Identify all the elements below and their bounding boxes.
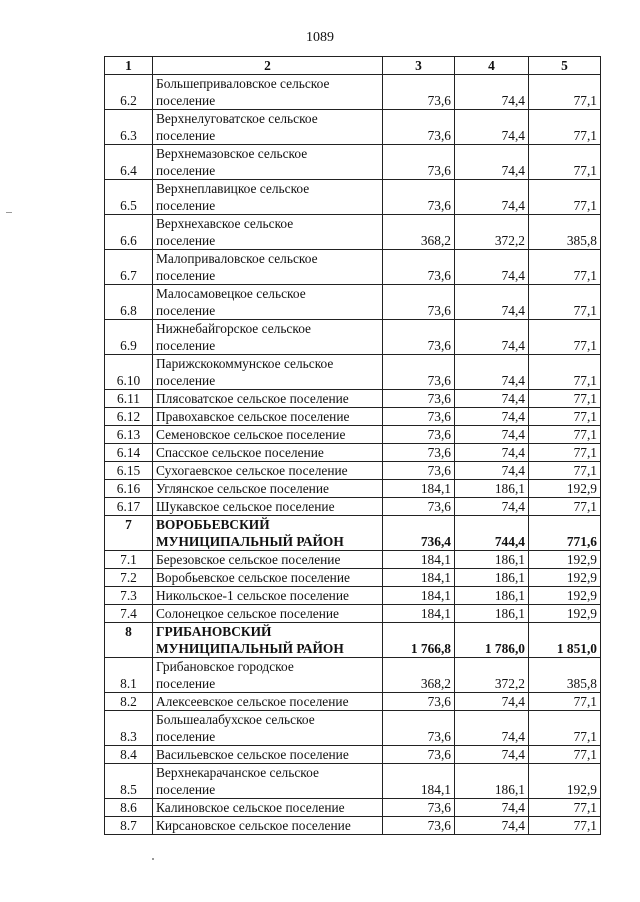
settlement-name-cell	[153, 498, 383, 516]
value-cell-col-3: 184,1	[383, 551, 455, 569]
settlement-name-line: Сухогаевское сельское поселение	[156, 463, 348, 478]
value-cell-col-3: 73,6	[383, 426, 455, 444]
value-cell-col-3: 184,1	[383, 480, 455, 498]
settlement-name-cell	[153, 462, 383, 480]
settlement-name-line: МУНИЦИПАЛЬНЫЙ РАЙОН	[156, 534, 344, 549]
value-cell-col-4: 74,4	[455, 817, 529, 835]
settlement-name-line: Верхнекарачанское сельское	[156, 765, 319, 780]
value-cell-col-5: 77,1	[529, 498, 601, 516]
value-cell-col-5: 77,1	[529, 462, 601, 480]
value-cell-col-4: 74,4	[455, 145, 529, 180]
table-row	[105, 693, 601, 711]
value-cell-col-5: 77,1	[529, 145, 601, 180]
settlement-name-cell	[153, 110, 383, 145]
value-cell-col-4: 372,2	[455, 215, 529, 250]
settlement-name-cell	[153, 250, 383, 285]
table-row	[105, 551, 601, 569]
value-cell-col-3: 184,1	[383, 569, 455, 587]
table-row	[105, 390, 601, 408]
settlement-name-cell	[153, 180, 383, 215]
value-cell-col-4: 1 786,0	[455, 623, 529, 658]
value-cell-col-4: 74,4	[455, 408, 529, 426]
header-col-3: 3	[383, 57, 455, 75]
value-cell-col-4: 74,4	[455, 746, 529, 764]
settlement-name-line: Правохавское сельское поселение	[156, 409, 350, 424]
value-cell-col-3: 73,6	[383, 799, 455, 817]
settlement-name-cell	[153, 623, 383, 658]
value-cell-col-5: 77,1	[529, 799, 601, 817]
row-number-cell: 8.2	[105, 693, 153, 711]
settlement-name-line: Верхнеплавицкое сельское	[156, 181, 310, 196]
value-cell-col-5: 77,1	[529, 75, 601, 110]
value-cell-col-5: 77,1	[529, 355, 601, 390]
value-cell-col-5: 77,1	[529, 817, 601, 835]
table-row	[105, 285, 601, 320]
value-cell-col-3: 184,1	[383, 605, 455, 623]
row-number-cell: 6.14	[105, 444, 153, 462]
settlement-name-line: Солонецкое сельское поселение	[156, 606, 339, 621]
value-cell-col-5: 77,1	[529, 693, 601, 711]
value-cell-col-3: 73,6	[383, 498, 455, 516]
value-cell-col-4: 74,4	[455, 444, 529, 462]
value-cell-col-3: 1 766,8	[383, 623, 455, 658]
value-cell-col-5: 192,9	[529, 764, 601, 799]
value-cell-col-3: 368,2	[383, 215, 455, 250]
settlement-name-line: поселение	[156, 782, 216, 797]
value-cell-col-3: 73,6	[383, 145, 455, 180]
settlement-name-line: поселение	[156, 303, 216, 318]
table-row	[105, 711, 601, 746]
value-cell-col-5: 77,1	[529, 408, 601, 426]
settlement-name-cell	[153, 587, 383, 605]
table-row	[105, 569, 601, 587]
settlement-name-cell	[153, 480, 383, 498]
row-number-cell: 6.15	[105, 462, 153, 480]
value-cell-col-5: 385,8	[529, 215, 601, 250]
value-cell-col-5: 192,9	[529, 480, 601, 498]
value-cell-col-4: 186,1	[455, 551, 529, 569]
value-cell-col-4: 74,4	[455, 799, 529, 817]
value-cell-col-4: 372,2	[455, 658, 529, 693]
value-cell-col-4: 74,4	[455, 355, 529, 390]
value-cell-col-3: 73,6	[383, 110, 455, 145]
settlement-name-line: ВОРОБЬЕВСКИЙ	[156, 517, 270, 532]
settlement-name-line: поселение	[156, 338, 216, 353]
row-number-cell: 8.4	[105, 746, 153, 764]
value-cell-col-5: 1 851,0	[529, 623, 601, 658]
row-number-cell: 8.7	[105, 817, 153, 835]
row-number-cell: 7.3	[105, 587, 153, 605]
settlement-name-line: Плясоватское сельское поселение	[156, 391, 349, 406]
value-cell-col-4: 74,4	[455, 693, 529, 711]
settlement-name-line: поселение	[156, 268, 216, 283]
settlement-name-line: поселение	[156, 233, 216, 248]
table-row	[105, 605, 601, 623]
header-col-2: 2	[153, 57, 383, 75]
table-row	[105, 587, 601, 605]
value-cell-col-5: 77,1	[529, 746, 601, 764]
value-cell-col-3: 73,6	[383, 180, 455, 215]
table-row	[105, 250, 601, 285]
value-cell-col-3: 73,6	[383, 462, 455, 480]
value-cell-col-5: 77,1	[529, 110, 601, 145]
settlement-name-line: ГРИБАНОВСКИЙ	[156, 624, 272, 639]
settlement-name-line: Верхнемазовское сельское	[156, 146, 308, 161]
row-number-cell: 8.5	[105, 764, 153, 799]
header-col-1: 1	[105, 57, 153, 75]
settlement-name-line: поселение	[156, 676, 216, 691]
table-row	[105, 426, 601, 444]
settlement-name-line: Углянское сельское поселение	[156, 481, 329, 496]
settlement-name-cell	[153, 516, 383, 551]
row-number-cell: 7.4	[105, 605, 153, 623]
row-number-cell: 8.6	[105, 799, 153, 817]
settlement-name-line: Семеновское сельское поселение	[156, 427, 346, 442]
table-row	[105, 746, 601, 764]
settlement-name-line: поселение	[156, 729, 216, 744]
table-row	[105, 658, 601, 693]
settlement-name-cell	[153, 551, 383, 569]
value-cell-col-5: 77,1	[529, 426, 601, 444]
value-cell-col-5: 192,9	[529, 569, 601, 587]
settlement-name-line: Малоприваловское сельское	[156, 251, 318, 266]
value-cell-col-5: 77,1	[529, 711, 601, 746]
settlement-name-line: Верхнелуговатское сельское	[156, 111, 318, 126]
settlement-name-cell	[153, 658, 383, 693]
table-row	[105, 498, 601, 516]
settlement-name-cell	[153, 764, 383, 799]
table-row	[105, 320, 601, 355]
header-col-4: 4	[455, 57, 529, 75]
row-number-cell: 6.13	[105, 426, 153, 444]
value-cell-col-3: 73,6	[383, 817, 455, 835]
value-cell-col-5: 192,9	[529, 587, 601, 605]
settlement-name-cell	[153, 75, 383, 110]
settlement-name-cell	[153, 569, 383, 587]
settlement-name-cell	[153, 693, 383, 711]
value-cell-col-5: 192,9	[529, 551, 601, 569]
settlement-name-cell	[153, 746, 383, 764]
settlement-name-line: Березовское сельское поселение	[156, 552, 341, 567]
settlement-name-line: Грибановское городское	[156, 659, 294, 674]
row-number-cell: 7.1	[105, 551, 153, 569]
table-row	[105, 145, 601, 180]
value-cell-col-3: 73,6	[383, 711, 455, 746]
row-number-cell: 6.3	[105, 110, 153, 145]
table-row	[105, 764, 601, 799]
row-number-cell: 6.6	[105, 215, 153, 250]
settlement-name-line: Большеприваловское сельское	[156, 76, 330, 91]
value-cell-col-4: 74,4	[455, 110, 529, 145]
row-number-cell: 8.3	[105, 711, 153, 746]
settlement-name-cell	[153, 426, 383, 444]
value-cell-col-3: 73,6	[383, 444, 455, 462]
value-cell-col-4: 186,1	[455, 764, 529, 799]
value-cell-col-4: 74,4	[455, 250, 529, 285]
value-cell-col-4: 744,4	[455, 516, 529, 551]
value-cell-col-3: 73,6	[383, 746, 455, 764]
settlement-name-cell	[153, 145, 383, 180]
value-cell-col-4: 74,4	[455, 180, 529, 215]
settlement-name-line: Верхнехавское сельское	[156, 216, 294, 231]
value-cell-col-5: 77,1	[529, 285, 601, 320]
scan-margin-mark	[6, 212, 12, 213]
table-row	[105, 215, 601, 250]
settlement-name-line: Воробьевское сельское поселение	[156, 570, 350, 585]
settlement-name-cell	[153, 408, 383, 426]
table-row	[105, 180, 601, 215]
value-cell-col-4: 74,4	[455, 426, 529, 444]
settlement-name-line: Васильевское сельское поселение	[156, 747, 349, 762]
table-row	[105, 75, 601, 110]
settlement-name-cell	[153, 799, 383, 817]
settlement-name-line: Шукавское сельское поселение	[156, 499, 335, 514]
value-cell-col-3: 73,6	[383, 250, 455, 285]
value-cell-col-4: 74,4	[455, 462, 529, 480]
value-cell-col-3: 73,6	[383, 320, 455, 355]
table-row	[105, 623, 601, 658]
value-cell-col-5: 771,6	[529, 516, 601, 551]
settlement-name-line: Калиновское сельское поселение	[156, 800, 345, 815]
settlement-name-cell	[153, 605, 383, 623]
row-number-cell: 6.10	[105, 355, 153, 390]
value-cell-col-3: 73,6	[383, 355, 455, 390]
settlement-name-line: Спасское сельское поселение	[156, 445, 324, 460]
settlement-name-line: Нижнебайгорское сельское	[156, 321, 311, 336]
value-cell-col-3: 184,1	[383, 764, 455, 799]
table-header-row	[105, 57, 601, 75]
settlement-name-line: Кирсановское сельское поселение	[156, 818, 351, 833]
header-col-5: 5	[529, 57, 601, 75]
budget-table	[104, 56, 601, 835]
value-cell-col-5: 77,1	[529, 390, 601, 408]
settlement-name-line: поселение	[156, 198, 216, 213]
value-cell-col-5: 192,9	[529, 605, 601, 623]
settlement-name-line: поселение	[156, 163, 216, 178]
value-cell-col-5: 77,1	[529, 250, 601, 285]
row-number-cell: 6.2	[105, 75, 153, 110]
table-row	[105, 799, 601, 817]
value-cell-col-4: 74,4	[455, 498, 529, 516]
settlement-name-line: Малосамовецкое сельское	[156, 286, 306, 301]
table-row	[105, 110, 601, 145]
settlement-name-line: поселение	[156, 373, 216, 388]
settlement-name-line: Алексеевское сельское поселение	[156, 694, 349, 709]
scan-dot	[152, 858, 154, 860]
row-number-cell: 6.7	[105, 250, 153, 285]
settlement-name-cell	[153, 711, 383, 746]
value-cell-col-3: 736,4	[383, 516, 455, 551]
row-number-cell: 6.11	[105, 390, 153, 408]
value-cell-col-3: 73,6	[383, 390, 455, 408]
row-number-cell: 6.4	[105, 145, 153, 180]
value-cell-col-4: 74,4	[455, 390, 529, 408]
value-cell-col-3: 184,1	[383, 587, 455, 605]
value-cell-col-4: 186,1	[455, 569, 529, 587]
row-number-cell: 8	[105, 623, 153, 658]
settlement-name-cell	[153, 285, 383, 320]
value-cell-col-3: 368,2	[383, 658, 455, 693]
settlement-name-cell	[153, 355, 383, 390]
value-cell-col-5: 77,1	[529, 444, 601, 462]
value-cell-col-3: 73,6	[383, 408, 455, 426]
settlement-name-cell	[153, 390, 383, 408]
row-number-cell: 6.16	[105, 480, 153, 498]
value-cell-col-5: 385,8	[529, 658, 601, 693]
settlement-name-line: Парижскокоммунское сельское	[156, 356, 334, 371]
value-cell-col-4: 74,4	[455, 320, 529, 355]
settlement-name-line: поселение	[156, 93, 216, 108]
table-row	[105, 408, 601, 426]
row-number-cell: 6.9	[105, 320, 153, 355]
settlement-name-line: Большеалабухское сельское	[156, 712, 315, 727]
row-number-cell: 7.2	[105, 569, 153, 587]
table-row	[105, 817, 601, 835]
table-row	[105, 516, 601, 551]
settlement-name-line: МУНИЦИПАЛЬНЫЙ РАЙОН	[156, 641, 344, 656]
settlement-name-line: поселение	[156, 128, 216, 143]
table-row	[105, 462, 601, 480]
value-cell-col-3: 73,6	[383, 693, 455, 711]
table-row	[105, 480, 601, 498]
row-number-cell: 6.8	[105, 285, 153, 320]
table-row	[105, 444, 601, 462]
row-number-cell: 6.12	[105, 408, 153, 426]
row-number-cell: 7	[105, 516, 153, 551]
value-cell-col-4: 186,1	[455, 480, 529, 498]
value-cell-col-3: 73,6	[383, 285, 455, 320]
table-row	[105, 355, 601, 390]
settlement-name-line: Никольское-1 сельское поселение	[156, 588, 349, 603]
value-cell-col-3: 73,6	[383, 75, 455, 110]
page-number: 1089	[306, 30, 334, 45]
value-cell-col-4: 74,4	[455, 711, 529, 746]
settlement-name-cell	[153, 320, 383, 355]
value-cell-col-4: 186,1	[455, 605, 529, 623]
settlement-name-cell	[153, 817, 383, 835]
row-number-cell: 6.5	[105, 180, 153, 215]
row-number-cell: 8.1	[105, 658, 153, 693]
value-cell-col-4: 186,1	[455, 587, 529, 605]
value-cell-col-4: 74,4	[455, 75, 529, 110]
value-cell-col-5: 77,1	[529, 180, 601, 215]
settlement-name-cell	[153, 215, 383, 250]
settlement-name-cell	[153, 444, 383, 462]
value-cell-col-5: 77,1	[529, 320, 601, 355]
table-body	[105, 75, 601, 835]
value-cell-col-4: 74,4	[455, 285, 529, 320]
row-number-cell: 6.17	[105, 498, 153, 516]
